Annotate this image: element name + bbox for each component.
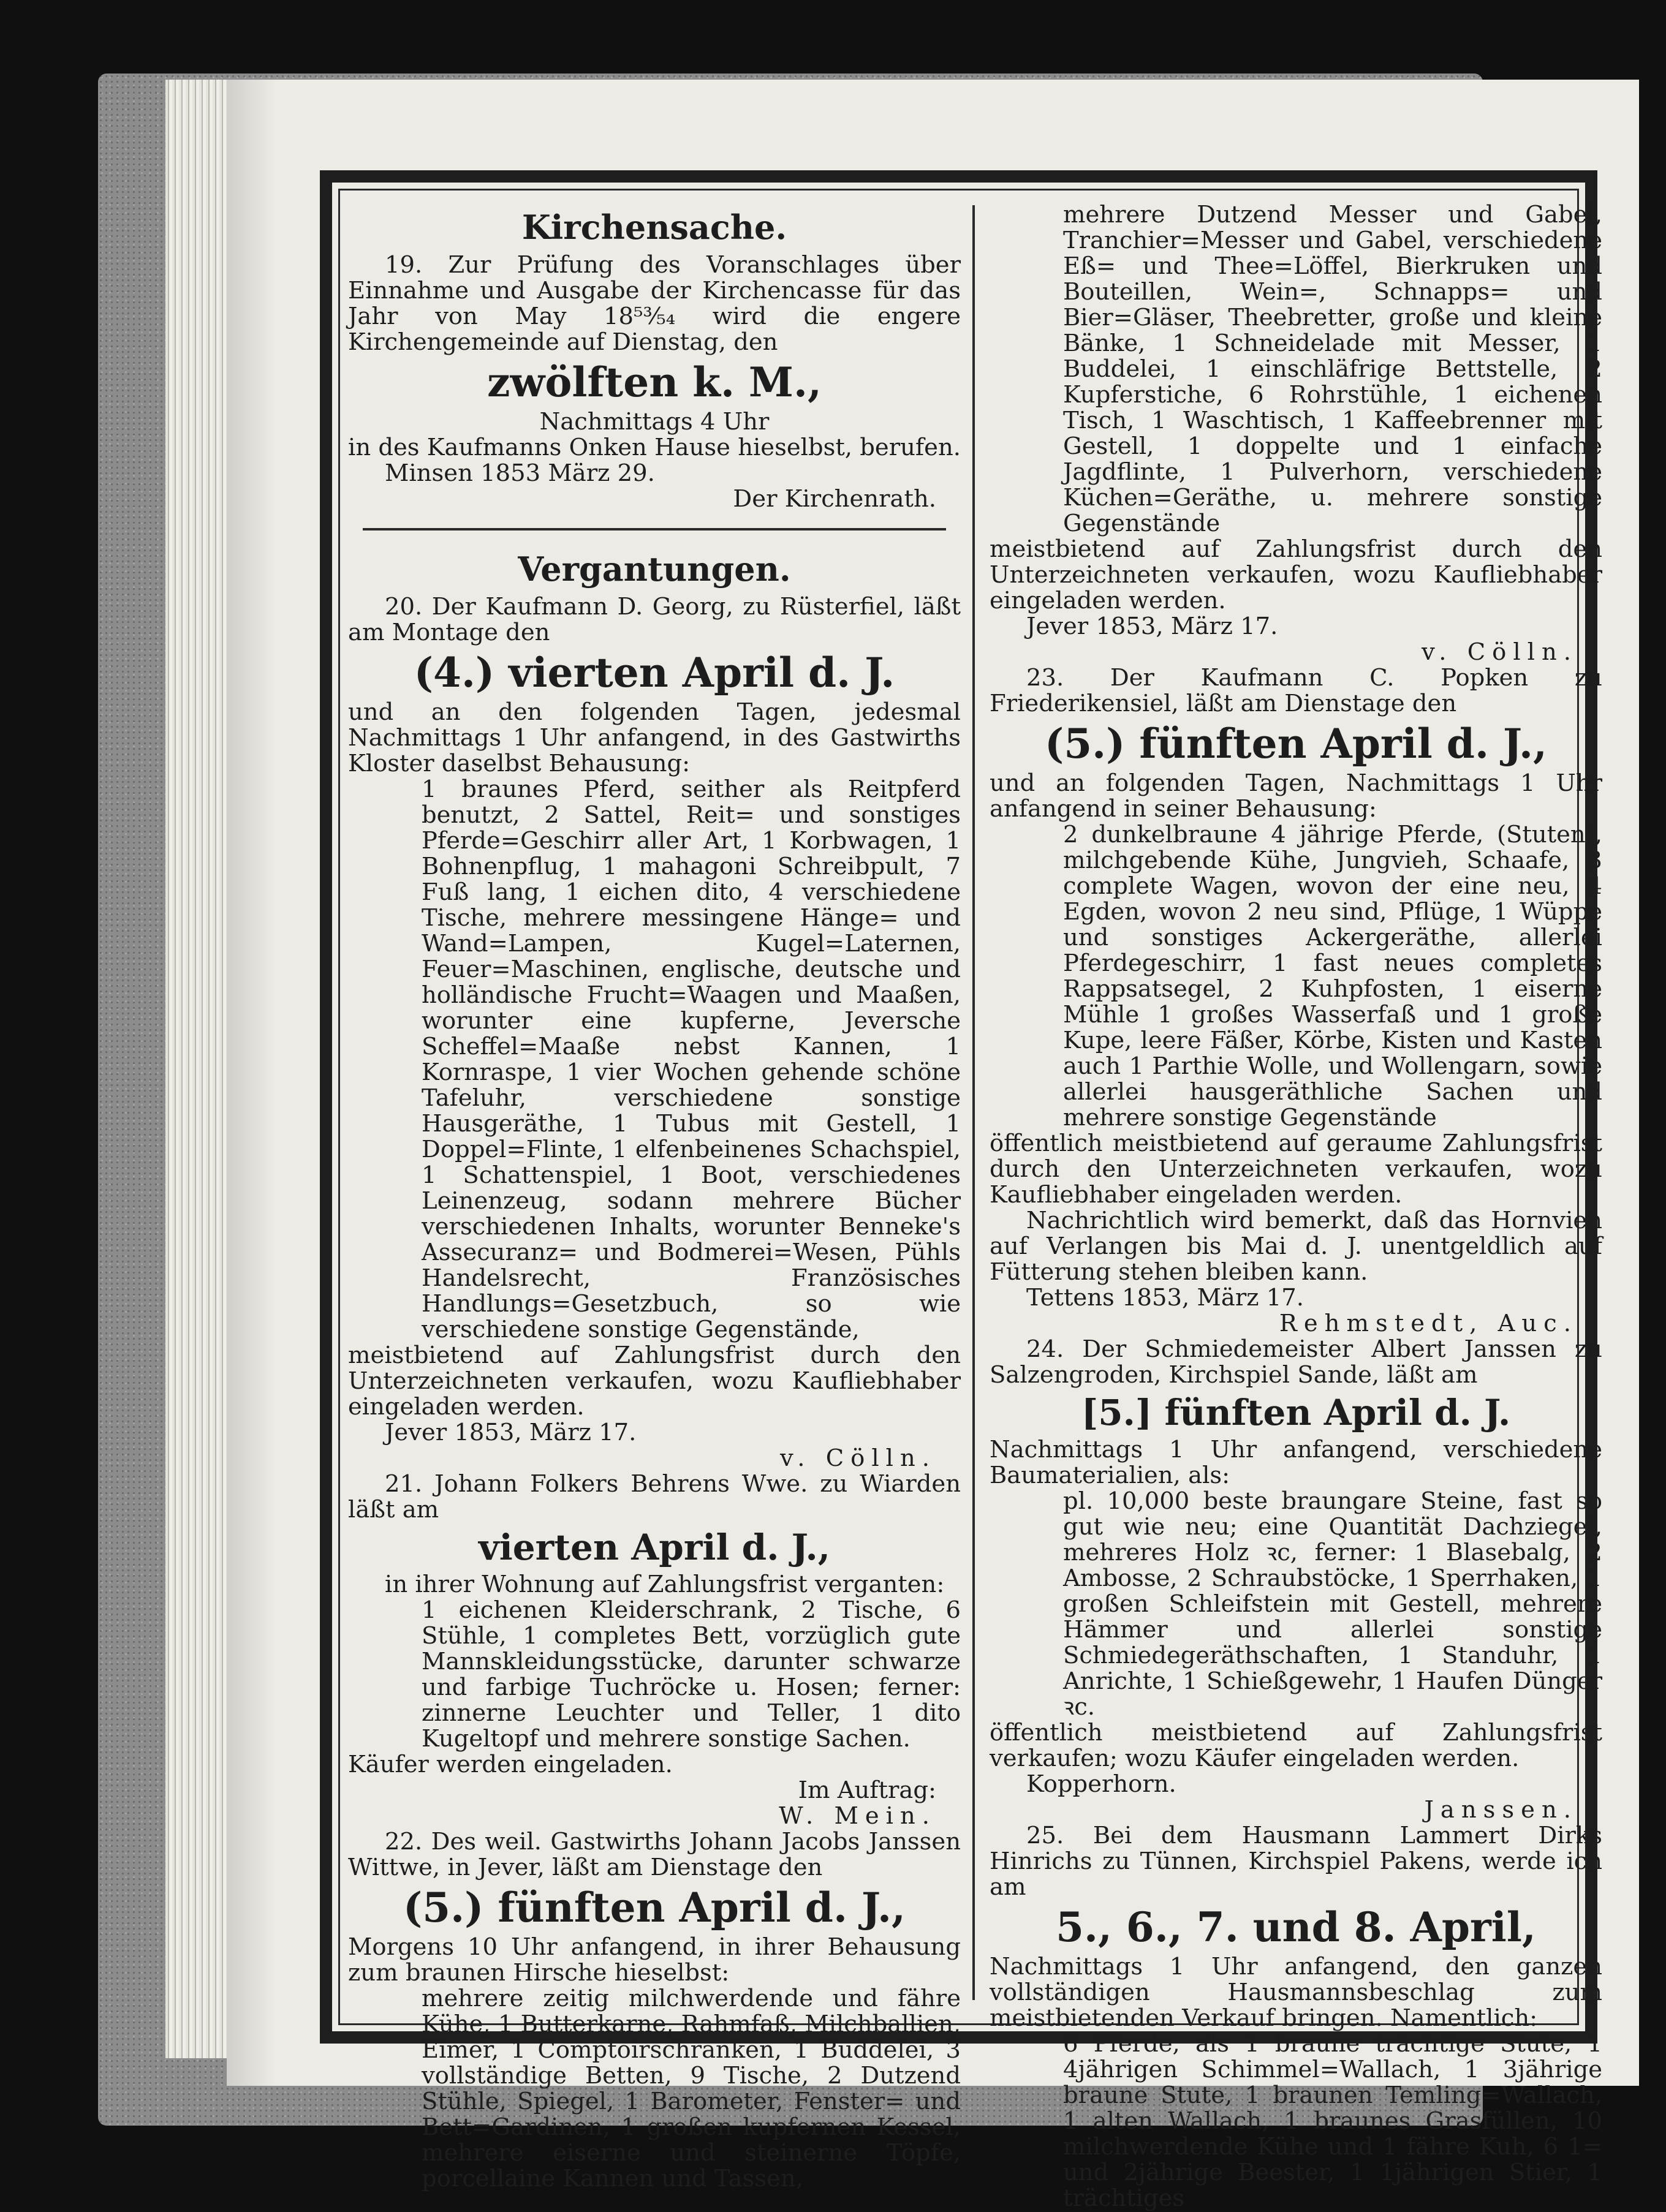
notice-dateline: Kopperhorn. xyxy=(1026,1770,1176,1798)
item-list: mehrere zeitig milchwerdende und fähre Kühe, 1 Butterkarne, Rahmfaß, Milchballien, Eimer, 1 Comptoirschranken, 1 Buddelei, 3 vollständige Betten, 9 Tische, 2 Dutzend Stühle, Spiegel, 1 Barometer, Fenster= und Bett=Gardinen, 1 großen kupfernen Kessel, mehrere eiserne und steinerne Töpfe, porcellaine Kannen und Tassen, xyxy=(422,1985,961,2192)
notice-intro: 25. Bei dem Hausmann Lammert Dirks Hinrichs zu Tünnen, Kirchspiel Pakens, werde ich am xyxy=(990,1822,1602,1901)
auction-notice-25 xyxy=(990,1823,1602,2211)
notice-signature: Rehmstedt, Auc. xyxy=(1279,1310,1578,1337)
notice-intro: 22. Des weil. Gastwirths Johann Jacobs Janssen Wittwe, in Jever, läßt am Dienstage den xyxy=(348,1828,961,1881)
left-column xyxy=(348,202,961,2192)
notice-signature: v. Cölln. xyxy=(780,1444,936,1472)
notice-dateline: Tettens 1853, März 17. xyxy=(1026,1284,1304,1312)
notice-text: in ihrer Wohnung auf Zahlungsfrist verganten: xyxy=(385,1571,945,1598)
notice-dateline: Minsen 1853 März 29. xyxy=(385,459,655,487)
notice-date: zwölften k. M., xyxy=(487,358,822,406)
notice-text: Nachmittags 1 Uhr anfangend, den ganzen vollständigen Hausmannsbeschlag zum meistbietenden Verkauf bringen. Namentlich: xyxy=(990,1953,1602,2032)
notice-date: vierten April d. J., xyxy=(479,1527,830,1568)
item-list: 6 Pferde, als 1 braune trächtige Stute, 1 4jährigen Schimmel=Wallach, 1 3jährige braune Stute, 1 braunen Temling=Wallach, 1 alten Wallach, 1 braunes Grasfüllen, 10 milchwerdende Kühe und 1 fähre Kuh, 6 1= und 2jährige Beester, 1 1jährigen Stier, 1 trächtiges xyxy=(1063,2030,1602,2212)
notice-intro: 24. Der Schmiedemeister Albert Janssen zu Salzengroden, Kirchspiel Sande, läßt am xyxy=(990,1335,1602,1389)
kirchensache-notice xyxy=(348,202,961,512)
notice-date: (4.) vierten April d. J. xyxy=(414,649,895,696)
auction-notice-21 xyxy=(348,1471,961,1829)
notice-time: Nachmittags 4 Uhr xyxy=(539,408,770,436)
notice-closing: öffentlich meistbietend auf Zahlungsfrist verkaufen; wozu Käufer eingeladen werden. xyxy=(990,1719,1602,1772)
notice-closing: meistbietend auf Zahlungsfrist durch den Unterzeichneten verkaufen, wozu Kaufliebhaber eingeladen werden. xyxy=(990,535,1602,614)
notice-text: 19. Zur Prüfung des Voranschlages über Einnahme und Ausgabe der Kirchencasse für das Jahr von May 18⁵³⁄₅₄ wird die engere Kirchengemeinde auf Dienstag, den xyxy=(348,251,961,356)
notice-closing: Käufer werden eingeladen. xyxy=(348,1751,673,1778)
auction-notice-23 xyxy=(990,665,1602,1337)
section-heading-kirchensache: Kirchensache. xyxy=(521,208,787,247)
column-divider xyxy=(972,205,975,2000)
notice-signature: Janssen. xyxy=(1424,1796,1578,1824)
item-list: mehrere Dutzend Messer und Gabel, Tranchier=Messer und Gabel, verschiedene Eß= und Thee=Löffel, Bierkruken und Bouteillen, Wein=, Schnapps= und Bier=Gläser, Theebretter, große und kleine Bänke, 1 Schneidelade mit Messer, 1 Buddelei, 1 einschläfrige Bettstelle, 2 Kupferstiche, 6 Rohrstühle, 1 eichenen Tisch, 1 Waschtisch, 1 Kaffeebrenner mit Gestell, 1 doppelte und 1 einfache Jagdflinte, 1 Pulverhorn, verschiedene Küchen=Geräthe, u. mehrere sonstige Gegenstände xyxy=(1063,201,1602,537)
item-list: 2 dunkelbraune 4 jährige Pferde, (Stuten), milchgebende Kühe, Jungvieh, Schaafe, 3 complete Wagen, wovon der eine neu, 4 Egden, wovon 2 neu sind, Pflüge, 1 Wüppe und sonstiges Ackergeräthe, allerlei Pferdegeschirr, 1 fast neues completes Rappsatsegel, 2 Kuhpfosten, 1 eiserne Mühle 1 großes Wasserfaß und 1 große Kupe, leere Fäßer, Körbe, Kisten und Kasten auch 1 Parthie Wolle, und Wollengarn, sowie allerlei hausgeräthliche Sachen und mehrere sonstige Gegenstände xyxy=(1063,821,1602,1131)
notice-date: [5.] fünften April d. J. xyxy=(1081,1392,1511,1433)
notice-signature: Der Kirchenrath. xyxy=(733,485,936,513)
notice-date: (5.) fünften April d. J., xyxy=(403,1884,906,1931)
notice-dateline: Jever 1853, März 17. xyxy=(385,1419,637,1446)
notice-intro: 20. Der Kaufmann D. Georg, zu Rüsterfiel, läßt am Montage den xyxy=(348,593,961,646)
notice-text: Morgens 10 Uhr anfangend, in ihrer Behausung zum braunen Hirsche hieselbst: xyxy=(348,1933,961,1987)
section-heading-vergantungen: Vergantungen. xyxy=(518,549,791,589)
item-list: pl. 10,000 beste braungare Steine, fast so gut wie neu; eine Quantität Dachziegel, mehreres Holz ꝛc, ferner: 1 Blasebalg, 2 Ambosse, 2 Schraubstöcke, 1 Sperrhaken, 1 großen Schleifstein mit Gestell, mehrere Hämmer und allerlei sonstige Schmiedegeräthschaften, 1 Standuhr, 1 Anrichte, 1 Schießgewehr, 1 Haufen Dünger ꝛc. xyxy=(1063,1487,1602,1721)
notice-closing: meistbietend auf Zahlungsfrist durch den Unterzeichneten verkaufen, wozu Kaufliebhaber eingeladen werden. xyxy=(348,1342,961,1421)
auction-notice-20 xyxy=(348,594,961,1471)
notice-signature: W. Mein. xyxy=(779,1802,936,1830)
notice-dateline: Jever 1853, März 17. xyxy=(1026,613,1278,640)
notice-signature: v. Cölln. xyxy=(1422,638,1578,666)
auction-notice-22 xyxy=(348,1829,961,2192)
notice-note: Nachrichtlich wird bemerkt, daß das Hornvieh auf Verlangen bis Mai d. J. unentgeldlich auf Fütterung stehen bleiben kann. xyxy=(990,1207,1602,1286)
section-rule xyxy=(363,528,946,530)
notice-date: (5.) fünften April d. J., xyxy=(1045,720,1547,768)
notice-auftrag: Im Auftrag: xyxy=(798,1776,936,1804)
item-list: 1 eichenen Kleiderschrank, 2 Tische, 6 Stühle, 1 completes Bett, vorzüglich gute Mannskleidungsstücke, darunter schwarze und farbige Tuchröcke u. Hosen; ferner: zinnerne Leuchter und Teller, 1 dito Kugeltopf und mehrere sonstige Sachen. xyxy=(422,1596,961,1753)
notice-intro: 21. Johann Folkers Behrens Wwe. zu Wiarden läßt am xyxy=(348,1470,961,1523)
notice-text: und an den folgenden Tagen, jedesmal Nachmittags 1 Uhr anfangend, in des Gastwirths Kloster daselbst Behausung: xyxy=(348,698,961,777)
auction-notice-22-continued xyxy=(990,202,1602,665)
gutter-shadow xyxy=(227,80,276,2086)
item-list: 1 braunes Pferd, seither als Reitpferd benutzt, 2 Sattel, Reit= und sonstiges Pferde=Geschirr aller Art, 1 Korbwagen, 1 Bohnenpflug, 1 mahagoni Schreibpult, 7 Fuß lang, 1 eichen dito, 4 verschiedene Tische, mehrere messingene Hänge= und Wand=Lampen, Kugel=Laternen, Feuer=Maschinen, englische, deutsche und holländische Frucht=Waagen und Maaßen, worunter eine kupferne, Jeversche Scheffel=Maaße nebst Kannen, 1 Kornraspe, 1 vier Wochen gehende schöne Tafeluhr, verschiedene sonstige Hausgeräthe, 1 Tubus mit Gestell, 1 Doppel=Flinte, 1 elfenbeinenes Schachspiel, 1 Schattenspiel, 1 Boot, verschiedenes Leinenzeug, sodann mehrere Bücher verschiedenen Inhalts, worunter Benneke's Assecuranz= und Bodmerei=Wesen, Pühls Handelsrecht, Französisches Handlungs=Gesetzbuch, so wie verschiedene sonstige Gegenstände, xyxy=(422,776,961,1343)
notice-place: in des Kaufmanns Onken Hause hieselbst, berufen. xyxy=(348,434,961,461)
right-column xyxy=(990,201,1602,2212)
auction-notice-24 xyxy=(990,1337,1602,1823)
notice-text: Nachmittags 1 Uhr anfangend, verschiedene Baumaterialien, als: xyxy=(990,1436,1602,1489)
notice-text: und an folgenden Tagen, Nachmittags 1 Uhr anfangend in seiner Behausung: xyxy=(990,769,1602,823)
notice-date: 5., 6., 7. und 8. April, xyxy=(1056,1903,1536,1951)
notice-closing: öffentlich meistbietend auf geraume Zahlungsfrist durch den Unterzeichneten verkaufen, wozu Kaufliebhaber eingeladen werden. xyxy=(990,1130,1602,1209)
notice-intro: 23. Der Kaufmann C. Popken zu Friederikensiel, läßt am Dienstage den xyxy=(990,664,1602,717)
